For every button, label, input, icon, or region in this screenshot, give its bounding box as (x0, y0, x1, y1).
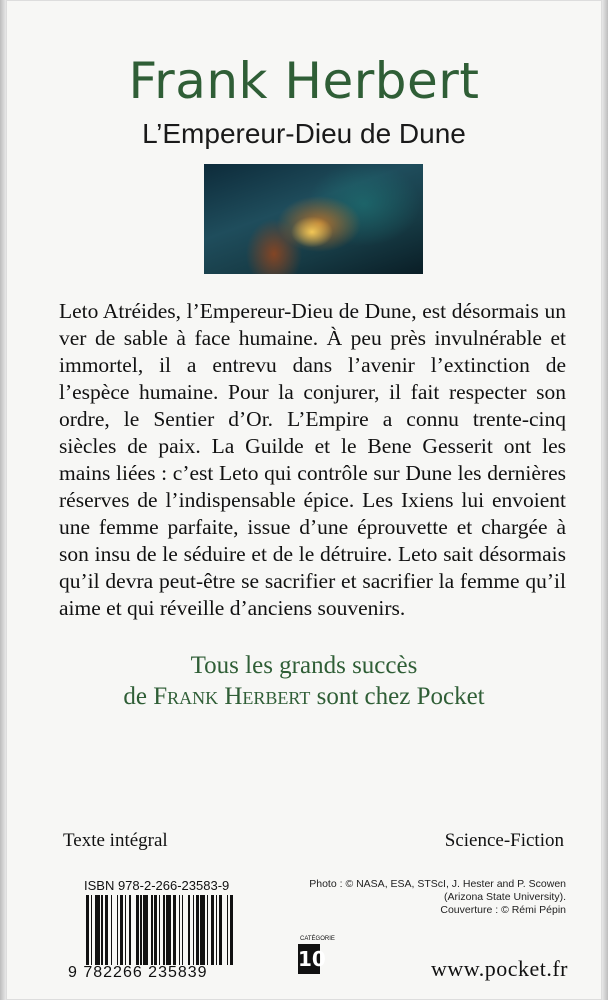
tagline-line-2 (6, 681, 602, 712)
page-edge-right (602, 0, 608, 1000)
website-link[interactable]: www.pocket.fr (430, 956, 568, 981)
category-label: CATÉGORIE (300, 936, 335, 942)
tagline-author: Frank Herbert (153, 683, 311, 710)
photo-credits (296, 878, 566, 917)
genre-label: Science-Fiction (444, 830, 564, 851)
barcode (86, 895, 282, 965)
barcode-digits: 9 782266 235839 (68, 964, 208, 981)
author-name: Frank Herbert (128, 52, 480, 110)
credits-line-3: Couverture : © Rémi Pépin (440, 904, 566, 916)
texte-integral-label: Texte intégral (63, 830, 168, 851)
book-title: L’Empereur-Dieu de Dune (142, 118, 466, 149)
credits-line-2: (Arizona State University). (444, 891, 566, 903)
credits-line-1: Photo : © NASA, ESA, STScI, J. Hester and P. Scowen (309, 878, 566, 890)
tagline (6, 650, 602, 712)
barcode-bar (233, 895, 235, 965)
tagline-suffix: sont chez Pocket (316, 683, 485, 710)
book-back-cover (6, 0, 602, 1000)
book-description: Leto Atréides, l’Empereur-Dieu de Dune, est désormais un ver de sable à face humaine. À peu près invulnérable et immortel, il a entrevu dans l’avenir l’extinction de l’espèce humaine. Pour la conjurer, il fait respecter son ordre, le Sentier d’Or. L’Empire a connu trente-cinq siècles de paix. La Guilde et le Bene Gesserit ont les mains liées : c’est Leto qui contrôle sur Dune les dernières réserves de l’indispensable épice. Les Ixiens lui envoient une femme parfaite, issue d’une éprouvette et chargée à son insu de le séduire et de le détruire. Leto sait désormais qu’il devra peut-être se sacrifier et sacrifier la femme qu’il aime et qui réveille d’anciens souvenirs. (59, 299, 566, 620)
tagline-prefix: de (123, 683, 147, 710)
category-badge: 10 (298, 944, 320, 974)
tagline-line-1: Tous les grands succès (190, 652, 418, 679)
nebula-photo (204, 164, 423, 274)
isbn-label: ISBN 978-2-266-23583-9 (84, 878, 230, 893)
